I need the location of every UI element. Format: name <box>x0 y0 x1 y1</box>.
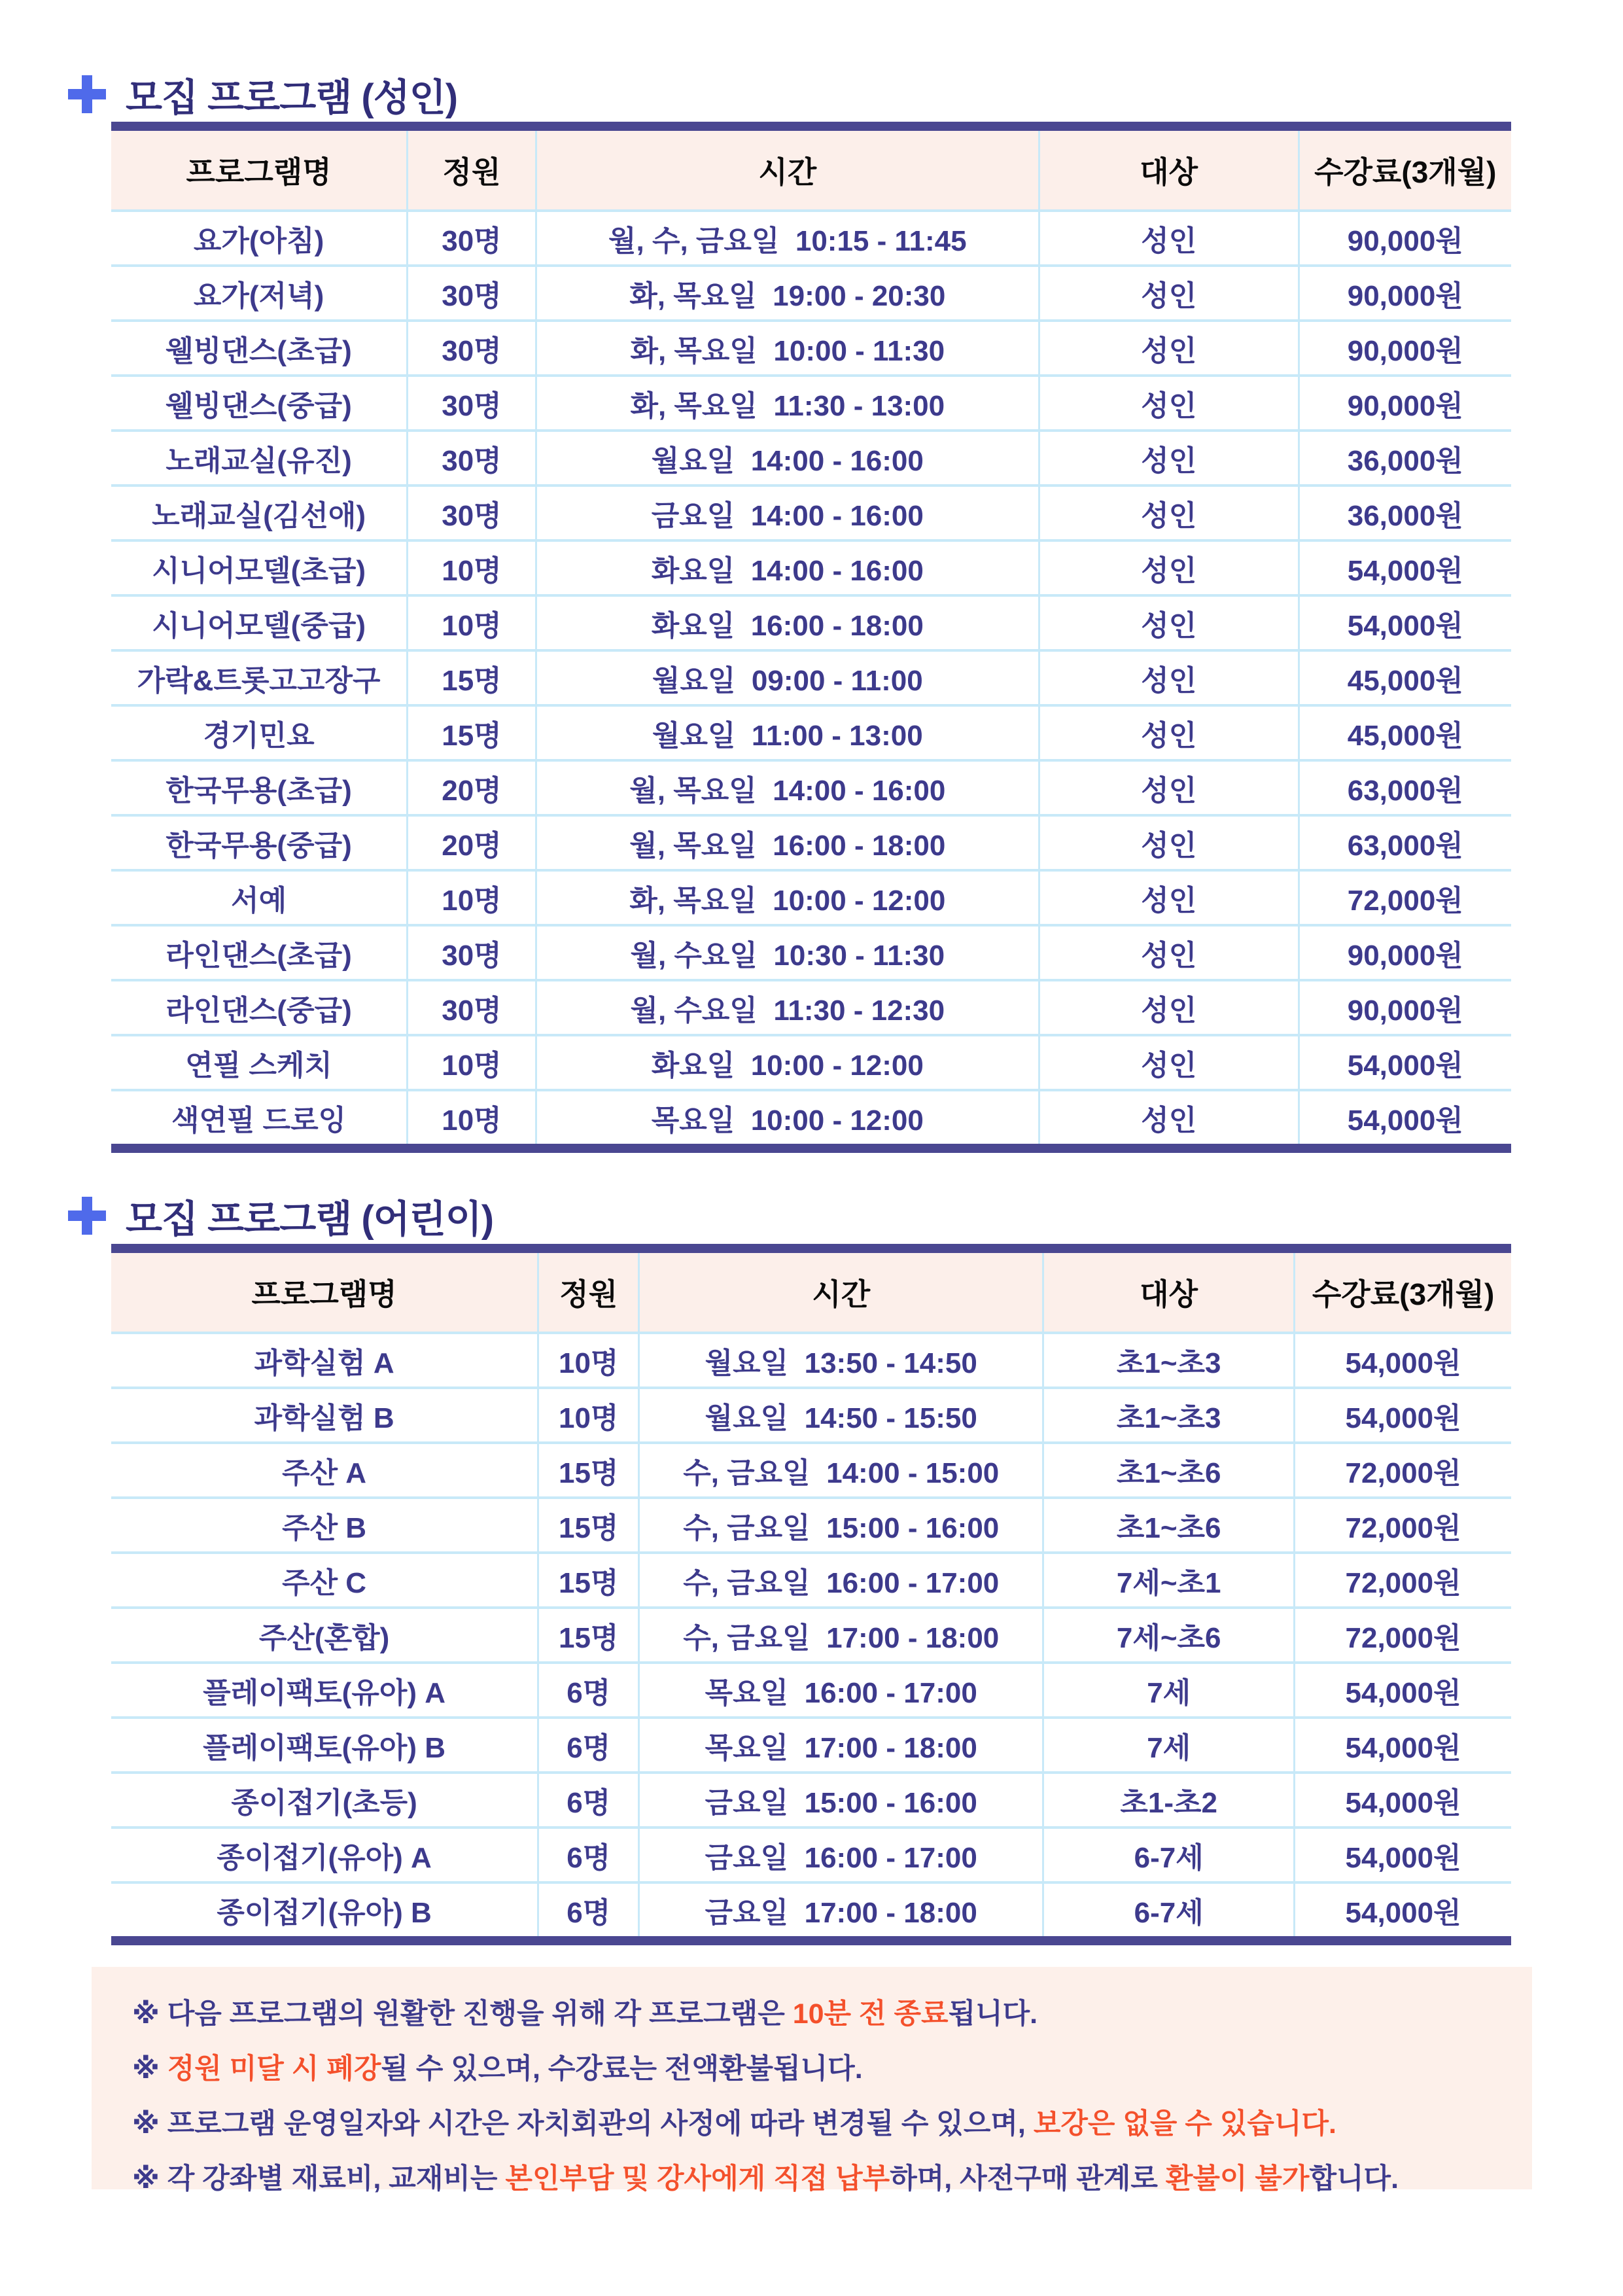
table-row <box>111 1773 1511 1828</box>
table-cell: 월요일 13:50 - 14:50 <box>639 1333 1043 1388</box>
table-cell: 54,000원 <box>1295 1718 1511 1773</box>
table-cell: 54,000원 <box>1295 1663 1511 1718</box>
table-row <box>111 1333 1511 1388</box>
section-title-text: 모집 프로그램 (어린이) <box>126 1198 494 1241</box>
table-cell: 화요일 10:00 - 12:00 <box>536 1035 1039 1090</box>
table-cell: 경기민요 <box>111 705 408 760</box>
table-cell: 금요일 17:00 - 18:00 <box>639 1882 1043 1941</box>
table-cell: 성인 <box>1039 705 1299 760</box>
table-cell: 웰빙댄스(초급) <box>111 321 408 376</box>
note-text: ※ 다음 프로그램의 원활한 진행을 위해 각 프로그램은 <box>132 1998 793 2030</box>
column-header: 정원 <box>538 1248 639 1333</box>
table-row <box>111 1388 1511 1443</box>
children-program-table <box>111 1244 1511 1945</box>
table-cell: 초1~초3 <box>1043 1388 1295 1443</box>
column-header: 프로그램명 <box>111 1248 538 1333</box>
table-cell: 15명 <box>538 1498 639 1553</box>
note-text: ※ 프로그램 운영일자와 시간은 자치회관의 사정에 따라 변경될 수 있으며, <box>132 2108 1034 2140</box>
table-cell: 6명 <box>538 1773 639 1828</box>
table-cell: 월요일 14:50 - 15:50 <box>639 1388 1043 1443</box>
table-row <box>111 266 1511 321</box>
table-row <box>111 1498 1511 1553</box>
table-body <box>111 211 1511 1148</box>
table-cell: 54,000원 <box>1299 595 1511 650</box>
note-text: ※ <box>132 2053 167 2085</box>
table-row <box>111 1443 1511 1498</box>
table-cell: 30명 <box>408 431 536 486</box>
table-cell: 초1~초3 <box>1043 1333 1295 1388</box>
table-cell: 요가(저녁) <box>111 266 408 321</box>
table-cell: 화요일 16:00 - 18:00 <box>536 595 1039 650</box>
table-cell: 15명 <box>538 1553 639 1608</box>
note-highlight-text: 환불이 불가 <box>1165 2163 1310 2195</box>
table-cell: 성인 <box>1039 266 1299 321</box>
table-cell: 10명 <box>408 595 536 650</box>
column-header: 정원 <box>408 126 536 211</box>
table-cell: 금요일 15:00 - 16:00 <box>639 1773 1043 1828</box>
table-body <box>111 1333 1511 1941</box>
table-cell: 72,000원 <box>1295 1443 1511 1498</box>
table-cell: 72,000원 <box>1299 870 1511 925</box>
table-row <box>111 486 1511 540</box>
table-cell: 수, 금요일 17:00 - 18:00 <box>639 1608 1043 1663</box>
table-cell: 주산 C <box>111 1553 538 1608</box>
table-cell: 성인 <box>1039 211 1299 266</box>
note-text: 합니다. <box>1309 2163 1399 2195</box>
table-cell: 7세 <box>1043 1718 1295 1773</box>
table-cell: 90,000원 <box>1299 980 1511 1035</box>
table-cell: 30명 <box>408 486 536 540</box>
table-cell: 54,000원 <box>1295 1388 1511 1443</box>
table-row <box>111 760 1511 815</box>
table-cell: 월요일 11:00 - 13:00 <box>536 705 1039 760</box>
note-highlight-text: 보강은 없을 수 있습니다. <box>1033 2108 1336 2140</box>
table-cell: 30명 <box>408 321 536 376</box>
table-cell: 성인 <box>1039 540 1299 595</box>
table-cell: 54,000원 <box>1295 1773 1511 1828</box>
table-cell: 초1~초6 <box>1043 1498 1295 1553</box>
table-cell: 성인 <box>1039 650 1299 705</box>
table-cell: 금요일 14:00 - 16:00 <box>536 486 1039 540</box>
table-cell: 월, 목요일 16:00 - 18:00 <box>536 815 1039 870</box>
table-cell: 30명 <box>408 980 536 1035</box>
table-cell: 10명 <box>408 1090 536 1148</box>
table-cell: 노래교실(김선애) <box>111 486 408 540</box>
table-cell: 성인 <box>1039 870 1299 925</box>
table-cell: 월요일 09:00 - 11:00 <box>536 650 1039 705</box>
table-cell: 7세~초6 <box>1043 1608 1295 1663</box>
header-row <box>111 126 1511 211</box>
table-cell: 금요일 16:00 - 17:00 <box>639 1828 1043 1882</box>
table-cell: 플레이팩토(유아) B <box>111 1718 538 1773</box>
table-cell: 초1~초6 <box>1043 1443 1295 1498</box>
table-cell: 90,000원 <box>1299 376 1511 431</box>
table-row <box>111 1828 1511 1882</box>
table-cell: 종이접기(유아) B <box>111 1882 538 1941</box>
table-row <box>111 540 1511 595</box>
table-cell: 화, 목요일 19:00 - 20:30 <box>536 266 1039 321</box>
table-cell: 시니어모델(중급) <box>111 595 408 650</box>
table-row <box>111 650 1511 705</box>
table-cell: 화, 목요일 10:00 - 12:00 <box>536 870 1039 925</box>
note-text: 됩니다. <box>948 1998 1038 2030</box>
column-header: 수강료(3개월) <box>1295 1248 1511 1333</box>
table-cell: 30명 <box>408 211 536 266</box>
table-cell: 월, 수요일 10:30 - 11:30 <box>536 925 1039 980</box>
table-cell: 15명 <box>408 705 536 760</box>
table-cell: 월, 수요일 11:30 - 12:30 <box>536 980 1039 1035</box>
column-header: 시간 <box>639 1248 1043 1333</box>
column-header: 대상 <box>1043 1248 1295 1333</box>
table-cell: 10명 <box>408 870 536 925</box>
table-cell: 7세 <box>1043 1663 1295 1718</box>
table-cell: 색연필 드로잉 <box>111 1090 408 1148</box>
table-cell: 가락&트롯고고장구 <box>111 650 408 705</box>
table-row <box>111 925 1511 980</box>
table-cell: 라인댄스(초급) <box>111 925 408 980</box>
table-cell: 15명 <box>408 650 536 705</box>
table-cell: 월, 수, 금요일 10:15 - 11:45 <box>536 211 1039 266</box>
table-header <box>111 126 1511 211</box>
table-row <box>111 870 1511 925</box>
table-cell: 종이접기(유아) A <box>111 1828 538 1882</box>
section-title-text: 모집 프로그램 (성인) <box>126 77 458 119</box>
table-cell: 목요일 17:00 - 18:00 <box>639 1718 1043 1773</box>
table-cell: 54,000원 <box>1299 540 1511 595</box>
section-title-children <box>68 1188 493 1243</box>
column-header: 대상 <box>1039 126 1299 211</box>
table-cell: 45,000원 <box>1299 705 1511 760</box>
table-cell: 성인 <box>1039 376 1299 431</box>
table-cell: 성인 <box>1039 815 1299 870</box>
table-cell: 성인 <box>1039 595 1299 650</box>
note-text: ※ 각 강좌별 재료비, 교재비는 <box>132 2163 506 2195</box>
table-cell: 90,000원 <box>1299 266 1511 321</box>
table-cell: 54,000원 <box>1295 1333 1511 1388</box>
table-cell: 90,000원 <box>1299 321 1511 376</box>
table-cell: 10명 <box>408 540 536 595</box>
table-cell: 월요일 14:00 - 16:00 <box>536 431 1039 486</box>
table-row <box>111 1882 1511 1941</box>
table-cell: 화요일 14:00 - 16:00 <box>536 540 1039 595</box>
table-cell: 성인 <box>1039 925 1299 980</box>
table-cell: 45,000원 <box>1299 650 1511 705</box>
note-line <box>132 2151 1532 2206</box>
table-cell: 72,000원 <box>1295 1608 1511 1663</box>
table-cell: 54,000원 <box>1299 1035 1511 1090</box>
table-cell: 한국무용(중급) <box>111 815 408 870</box>
table-cell: 15명 <box>538 1608 639 1663</box>
table-cell: 서예 <box>111 870 408 925</box>
table-cell: 성인 <box>1039 1035 1299 1090</box>
table-row <box>111 815 1511 870</box>
table-cell: 63,000원 <box>1299 815 1511 870</box>
adult-program-table <box>111 122 1511 1153</box>
table-cell: 30명 <box>408 266 536 321</box>
table-cell: 월, 목요일 14:00 - 16:00 <box>536 760 1039 815</box>
table-cell: 7세~초1 <box>1043 1553 1295 1608</box>
column-header: 시간 <box>536 126 1039 211</box>
table-cell: 90,000원 <box>1299 211 1511 266</box>
table-cell: 수, 금요일 15:00 - 16:00 <box>639 1498 1043 1553</box>
table-cell: 과학실험 B <box>111 1388 538 1443</box>
table-header <box>111 1248 1511 1333</box>
table-cell: 6명 <box>538 1828 639 1882</box>
table-cell: 과학실험 A <box>111 1333 538 1388</box>
plus-icon <box>68 75 106 113</box>
note-text: 하며, 사전구매 관계로 <box>890 2163 1166 2195</box>
table-cell: 화, 목요일 10:00 - 11:30 <box>536 321 1039 376</box>
table-cell: 54,000원 <box>1295 1882 1511 1941</box>
table-cell: 성인 <box>1039 760 1299 815</box>
table-cell: 10명 <box>408 1035 536 1090</box>
table-cell: 36,000원 <box>1299 486 1511 540</box>
table-cell: 목요일 10:00 - 12:00 <box>536 1090 1039 1148</box>
note-line <box>132 2096 1532 2151</box>
table-row <box>111 1035 1511 1090</box>
notes-box <box>92 1967 1532 2195</box>
table-cell: 목요일 16:00 - 17:00 <box>639 1663 1043 1718</box>
table-row <box>111 980 1511 1035</box>
table-cell: 63,000원 <box>1299 760 1511 815</box>
table-cell: 72,000원 <box>1295 1498 1511 1553</box>
table-cell: 54,000원 <box>1295 1828 1511 1882</box>
table-row <box>111 321 1511 376</box>
table-row <box>111 1090 1511 1148</box>
table-cell: 주산 A <box>111 1443 538 1498</box>
note-line <box>132 2041 1532 2096</box>
table-cell: 36,000원 <box>1299 431 1511 486</box>
column-header: 프로그램명 <box>111 126 408 211</box>
table-cell: 20명 <box>408 760 536 815</box>
header-row <box>111 1248 1511 1333</box>
table-cell: 6-7세 <box>1043 1828 1295 1882</box>
table-cell: 성인 <box>1039 321 1299 376</box>
table-cell: 6명 <box>538 1718 639 1773</box>
table-cell: 라인댄스(중급) <box>111 980 408 1035</box>
table-row <box>111 1608 1511 1663</box>
table-row <box>111 211 1511 266</box>
table-cell: 플레이팩토(유아) A <box>111 1663 538 1718</box>
table-row <box>111 431 1511 486</box>
table-cell: 연필 스케치 <box>111 1035 408 1090</box>
table-cell: 노래교실(유진) <box>111 431 408 486</box>
table-cell: 주산(혼합) <box>111 1608 538 1663</box>
table-cell: 54,000원 <box>1299 1090 1511 1148</box>
table-cell: 6-7세 <box>1043 1882 1295 1941</box>
table-row <box>111 705 1511 760</box>
table-cell: 30명 <box>408 925 536 980</box>
table-cell: 수, 금요일 14:00 - 15:00 <box>639 1443 1043 1498</box>
table-cell: 수, 금요일 16:00 - 17:00 <box>639 1553 1043 1608</box>
table-cell: 10명 <box>538 1388 639 1443</box>
note-line <box>132 1987 1532 2041</box>
plus-icon <box>68 1197 106 1235</box>
table-cell: 72,000원 <box>1295 1553 1511 1608</box>
table-cell: 요가(아침) <box>111 211 408 266</box>
table-row <box>111 1663 1511 1718</box>
table-cell: 성인 <box>1039 1090 1299 1148</box>
table-cell: 종이접기(초등) <box>111 1773 538 1828</box>
table-row <box>111 595 1511 650</box>
note-highlight-text: 정원 미달 시 폐강 <box>167 2053 381 2085</box>
note-text: 될 수 있으며, 수강료는 전액환불됩니다. <box>381 2053 863 2085</box>
table-cell: 15명 <box>538 1443 639 1498</box>
table-row <box>111 1718 1511 1773</box>
table-cell: 성인 <box>1039 486 1299 540</box>
column-header: 수강료(3개월) <box>1299 126 1511 211</box>
note-highlight-text: 본인부담 및 강사에게 직접 납부 <box>505 2163 890 2195</box>
table-cell: 화, 목요일 11:30 - 13:00 <box>536 376 1039 431</box>
table-cell: 6명 <box>538 1882 639 1941</box>
table-row <box>111 376 1511 431</box>
table-cell: 20명 <box>408 815 536 870</box>
section-title-adult <box>68 67 457 122</box>
table-cell: 초1-초2 <box>1043 1773 1295 1828</box>
table-cell: 성인 <box>1039 431 1299 486</box>
table-cell: 시니어모델(초급) <box>111 540 408 595</box>
table-cell: 90,000원 <box>1299 925 1511 980</box>
table-cell: 성인 <box>1039 980 1299 1035</box>
table-cell: 6명 <box>538 1663 639 1718</box>
table-cell: 한국무용(초급) <box>111 760 408 815</box>
table-cell: 30명 <box>408 376 536 431</box>
note-highlight-text: 10분 전 종료 <box>792 1998 949 2030</box>
table-cell: 주산 B <box>111 1498 538 1553</box>
table-cell: 10명 <box>538 1333 639 1388</box>
table-cell: 웰빙댄스(중급) <box>111 376 408 431</box>
table-row <box>111 1553 1511 1608</box>
